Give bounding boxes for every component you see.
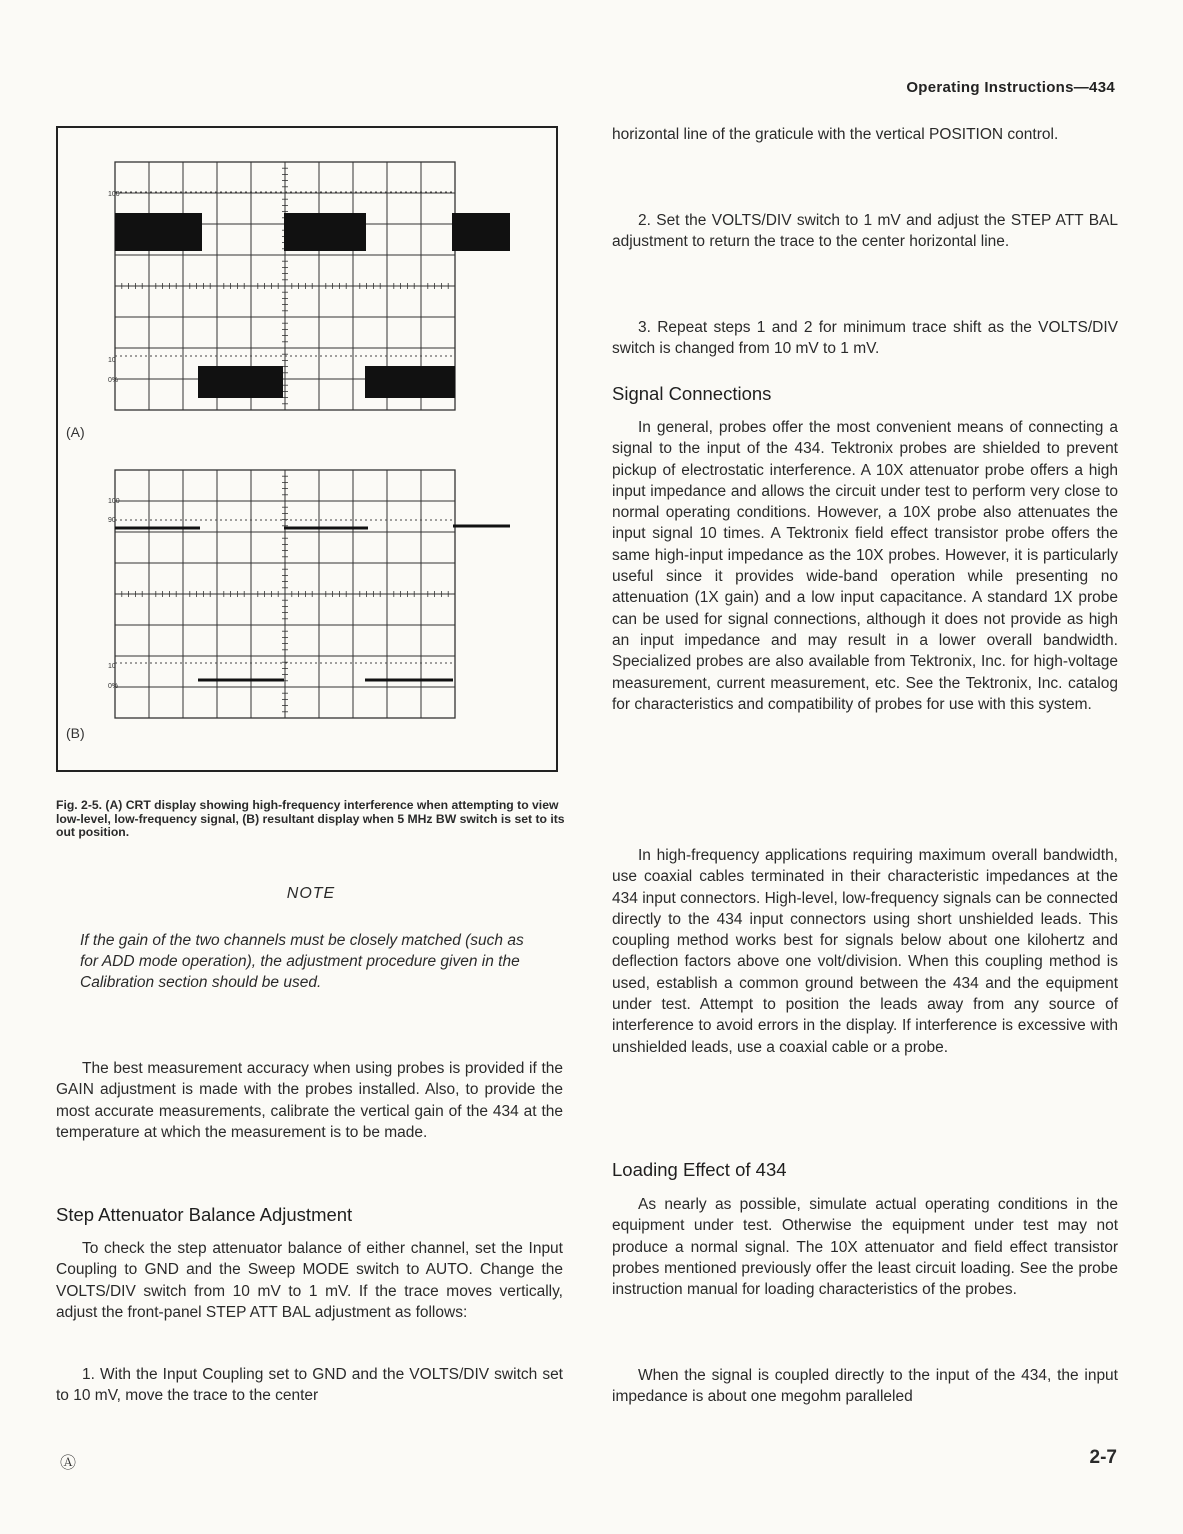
running-header: Operating Instructions—434 — [906, 79, 1115, 96]
grid-label-0-b: 0% — [108, 683, 119, 690]
waveform-a — [115, 213, 510, 398]
figure-caption: Fig. 2-5. (A) CRT display showing high-frequency interference when attempting to view low-level, low-frequency signal, (B) resultant display when 5 MHz BW switch is set to its out position. — [56, 798, 565, 839]
panel-a-label: (A) — [66, 424, 85, 440]
figure-box — [56, 126, 558, 772]
panel-b-label: (B) — [66, 725, 85, 741]
paragraph-step-2: 2. Set the VOLTS/DIV switch to 1 mV and adjust the STEP ATT BAL adjustment to return the trace to the center horizontal line. — [612, 212, 1118, 251]
paragraph-high-frequency: In high-frequency applications requiring maximum overall bandwidth, use coaxial cables terminated in their characteristic impedances at the 434 input connectors. High-level, low-frequency signals can be connected directly to the 434 input connectors using short unshielded leads. This coupling method works best for signals below about one kilohertz and deflection factors above one volt/division. When this coupling method is used, establish a common ground between the 434 and the equipment under test. Attempt to position the leads away from any source of interference to avoid errors in the display. If interference is excessive with unshielded leads, use a coaxial cable or a probe. — [612, 847, 1118, 1056]
grid-label-90-b: 90 — [108, 517, 116, 524]
heading-signal-connections: Signal Connections — [612, 383, 772, 404]
grid-label-10: 10 — [108, 357, 116, 364]
note-body: If the gain of the two channels must be closely matched (such as for ADD mode operation), the adjustment procedure given in the Calibration section should be used. — [80, 932, 524, 992]
paragraph-measurement: The best measurement accuracy when using probes is provided if the GAIN adjustment is made with the probes installed. Also, to provide the most accurate measurements, calibrate the vertical gain of the 434 at the temperature at which the measurement is to be made. — [56, 1060, 563, 1141]
paragraph-loading-effect: As nearly as possible, simulate actual operating conditions in the equipment under test. Otherwise the equipment under test may not produce a normal signal. The 10X attenuator and field effect transistor probes mentioned previously offer the least circuit loading. See the probe instruction manual for loading characteristics of the probes. — [612, 1196, 1118, 1299]
heading-step-attenuator: Step Attenuator Balance Adjustment — [56, 1204, 353, 1225]
grid-label-100-b: 100 — [108, 498, 120, 505]
paragraph-step-1: 1. With the Input Coupling set to GND and the VOLTS/DIV switch set to 10 mV, move the trace to the center — [56, 1366, 563, 1405]
interference-block — [365, 366, 455, 398]
interference-block — [452, 213, 510, 251]
heading-loading-effect: Loading Effect of 434 — [612, 1159, 787, 1180]
paragraph-signal-connections: In general, probes offer the most convenient means of connecting a signal to the input of the 434. Tektronix probes are shielded to prevent pickup of electrostatic interference. A 10X attenuator probe offers a high input impedance and allows the circuit under test to perform very close to normal operating conditions. However, a 10X probe also attenuates the input signal 10 times. A Tektronix field effect transistor probe offers the same high-input impedance as the 10X probes. However, it is particularly useful since it provides wide-band operation while presenting no attenuation (1X gain) and a low input capacitance. A standard 1X probe can be used for signal connections, although it does not provide as high an input impedance and may result in a lower overall bandwidth. Specialized probes are also available from Tektronix, Inc. for high-voltage measurement, current measurement, etc. See the Tektronix, Inc. catalog for characteristics and compatibility of probes for use with this system. — [612, 419, 1118, 713]
page-number: 2-7 — [1089, 1447, 1117, 1468]
grid-label-0: 0% — [108, 377, 119, 384]
note-title: NOTE — [286, 885, 336, 902]
interference-block — [115, 213, 202, 251]
paragraph-step-3: 3. Repeat steps 1 and 2 for minimum trace shift as the VOLTS/DIV switch is changed from 10 mV to 1 mV. — [612, 319, 1118, 358]
grid-label-10-b: 10 — [108, 663, 116, 670]
paragraph-direct-coupling: When the signal is coupled directly to the input of the 434, the input impedance is about one megohm paralleled — [612, 1367, 1118, 1406]
paragraph-continued: horizontal line of the graticule with the vertical POSITION control. — [612, 126, 1059, 143]
interference-block — [198, 366, 283, 398]
interference-block — [284, 213, 366, 251]
crt-figure — [58, 128, 556, 770]
waveform-b — [115, 526, 510, 680]
paragraph-step-attenuator: To check the step attenuator balance of either channel, set the Input Coupling to GND and the Sweep MODE switch to AUTO. Change the VOLTS/DIV switch from 10 mV to 1 mV. If the trace moves vertically, adjust the front-panel STEP ATT BAL adjustment as follows: — [56, 1240, 563, 1321]
publisher-mark: Ⓐ — [60, 1455, 77, 1472]
grid-label-100: 100 — [108, 191, 120, 198]
